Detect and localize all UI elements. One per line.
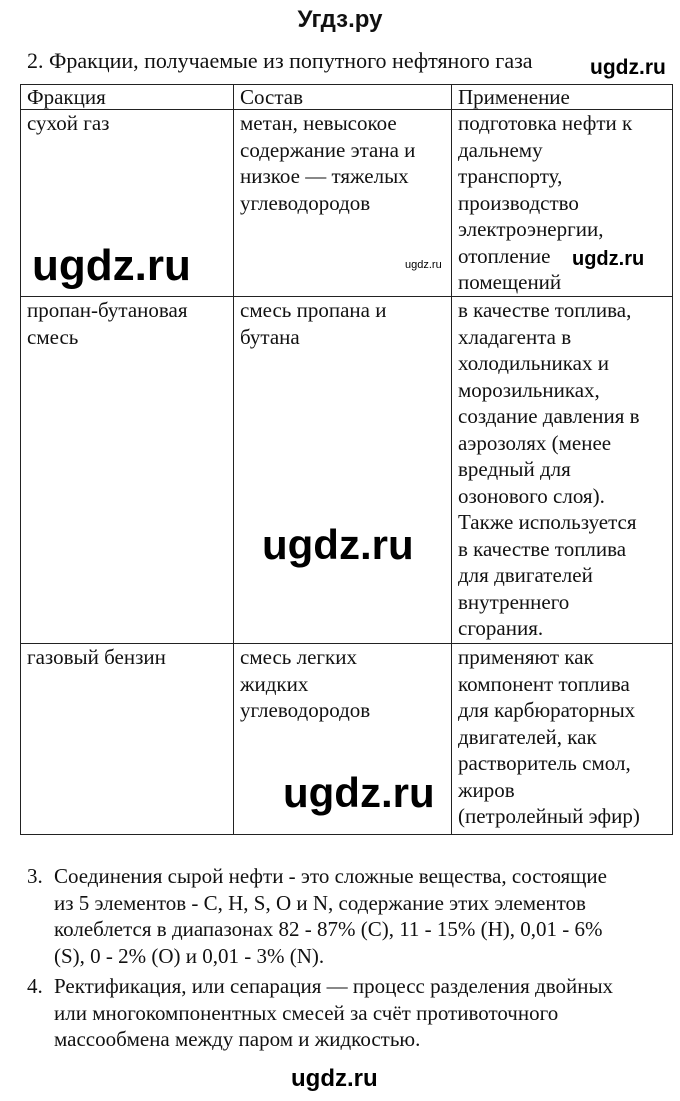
cell-line: в качестве топлива,: [458, 298, 632, 322]
watermark: ugdz.ru: [572, 248, 645, 270]
cell-line: углеводородов: [240, 190, 371, 215]
cell-line: смесь легких: [240, 645, 357, 669]
cell-line: пропан-бутановая: [27, 298, 188, 322]
table-row: [21, 297, 673, 644]
header-application: Применение: [452, 85, 673, 110]
watermark: ugdz.ru: [262, 521, 414, 568]
cell-composition: [234, 297, 452, 644]
cell-line: компонент топлива: [458, 671, 630, 696]
cell-line: низкое — тяжелых: [240, 164, 409, 188]
section-heading: 2. Фракции, получаемые из попутного нефтяного газа: [27, 48, 533, 73]
cell-line: бутана: [240, 324, 300, 349]
item-text: [54, 863, 607, 969]
item-line: (S), 0 - 2% (O) и 0,01 - 3% (N).: [54, 943, 325, 968]
cell-line: содержание этана и: [240, 137, 416, 162]
cell-line: растворитель смол,: [458, 751, 631, 775]
cell-line: создание давления в: [458, 404, 640, 428]
cell-line: морозильниках,: [458, 377, 600, 402]
cell-line: для карбюраторных: [458, 698, 636, 722]
item-3: [27, 863, 607, 969]
cell-line: аэрозолях (менее: [458, 430, 612, 455]
item-number: 4.: [27, 974, 43, 998]
item-4: [27, 973, 613, 1053]
cell-line: жиров: [458, 777, 515, 802]
cell-line: смесь пропана и: [240, 298, 387, 322]
cell-line: производство: [458, 190, 579, 215]
cell-line: дальнему: [458, 137, 543, 162]
cell-line: транспорту,: [458, 164, 563, 188]
item-line: колеблется в диапазонах 82 - 87% (C), 11 - 15% (H), 0,01 - 6%: [54, 917, 603, 941]
cell-line: для двигателей: [458, 563, 593, 587]
cell-line: двигателей, как: [458, 724, 597, 749]
cell-line: жидких: [240, 671, 309, 696]
item-line: или многокомпонентных смесей за счёт противоточного: [54, 1000, 559, 1025]
cell-line: в качестве топлива: [458, 536, 627, 561]
cell-line: отопление: [458, 243, 551, 268]
fractions-table: [20, 84, 673, 835]
site-title: Угдз.ру: [297, 6, 383, 33]
cell-line: вредный для: [458, 457, 571, 481]
cell-line: (петролейный эфир): [458, 804, 640, 828]
item-text: [54, 973, 613, 1053]
cell-line: помещений: [458, 270, 562, 294]
cell-application: [452, 644, 673, 835]
cell-line: электроэнергии,: [458, 217, 604, 241]
cell-line: холодильниках и: [458, 351, 609, 375]
cell-line: углеводородов: [240, 698, 371, 722]
cell-line: подготовка нефти к: [458, 111, 633, 135]
watermark: ugdz.ru: [32, 241, 191, 290]
watermark: ugdz.ru: [590, 56, 666, 79]
cell-line: сгорания.: [458, 616, 544, 640]
header-composition: Состав: [234, 85, 452, 110]
cell-line: сухой газ: [27, 111, 110, 135]
cell-line: смесь: [27, 324, 79, 349]
watermark: ugdz.ru: [283, 769, 435, 816]
cell-line: хладагента в: [458, 324, 572, 349]
cell-application: [452, 297, 673, 644]
watermark: ugdz.ru: [291, 1065, 378, 1092]
item-line: из 5 элементов - C, H, S, O и N, содержание этих элементов: [54, 890, 586, 915]
table-header-row: [21, 85, 673, 110]
cell-line: газовый бензин: [27, 645, 166, 669]
item-line: массообмена между паром и жидкостью.: [54, 1027, 421, 1051]
cell-line: метан, невысокое: [240, 111, 397, 135]
cell-line: Также используется: [458, 510, 637, 534]
cell-line: озонового слоя).: [458, 483, 605, 508]
item-line: Ректификация, или сепарация — процесс разделения двойных: [54, 974, 614, 998]
cell-fraction: [21, 644, 234, 835]
item-number: 3.: [27, 864, 43, 888]
cell-line: внутреннего: [458, 589, 570, 614]
cell-line: применяют как: [458, 645, 594, 669]
cell-fraction: [21, 297, 234, 644]
header-fraction: Фракция: [21, 85, 234, 110]
watermark: ugdz.ru: [405, 259, 442, 271]
item-line: Соединения сырой нефти - это сложные вещества, состоящие: [54, 864, 607, 888]
